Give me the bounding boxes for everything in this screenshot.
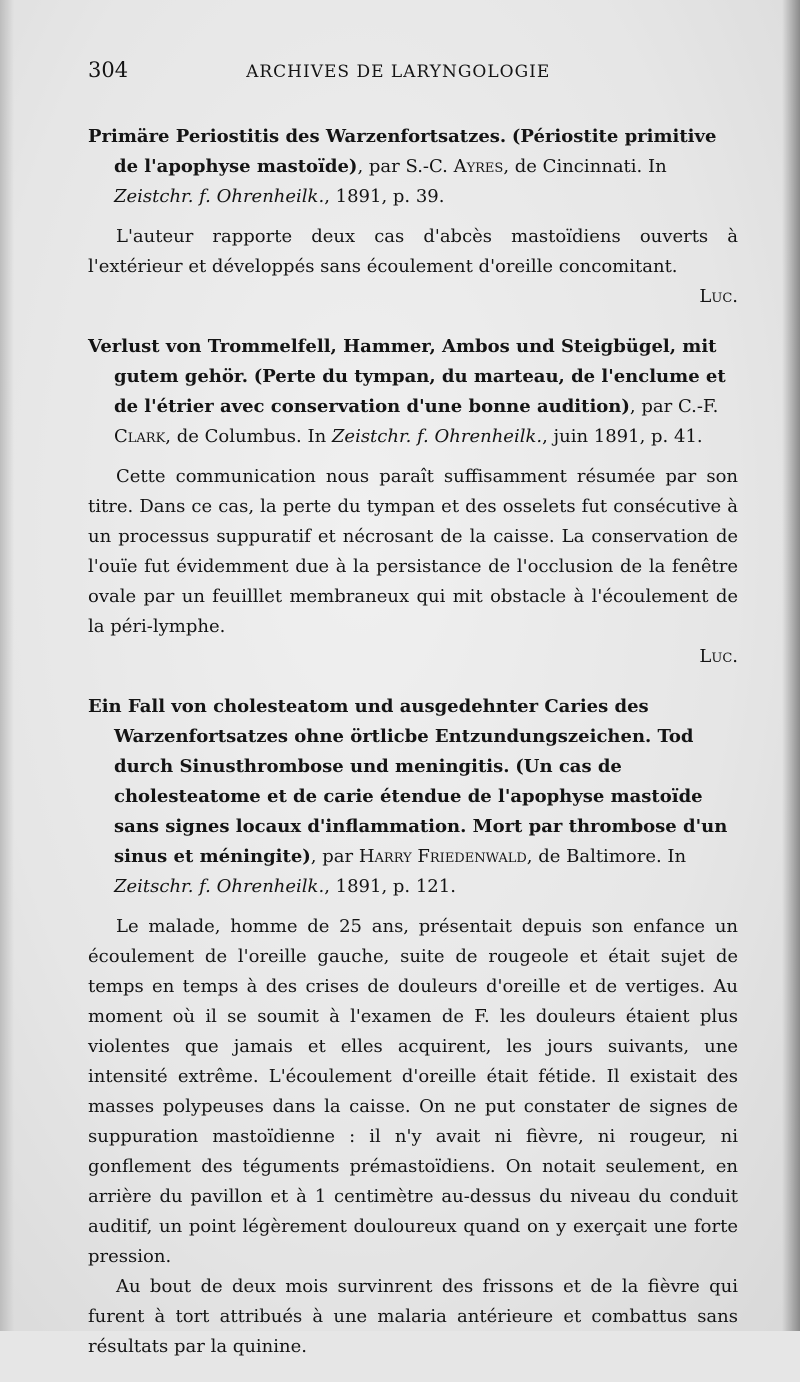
abstract-entry xyxy=(88,332,738,672)
page-body xyxy=(88,122,738,1382)
title-german: Verlust von Trommelfell, Hammer, Ambos und Steigbügel, mit gutem gehör. xyxy=(88,336,717,387)
body-paragraph: Au bout de deux mois survinrent des frissons et de la fièvre qui furent à tort attribués à une malaria antérieure et combattus sans résultats par la quinine. xyxy=(88,1276,738,1357)
title-french: (Perte du tympan, du marteau, de l'enclume et de l'étrier avec conservation d'une bonne audition) xyxy=(114,366,726,417)
bibliographic-reference xyxy=(88,332,738,452)
reviewer-signature: Luc. xyxy=(699,286,738,307)
page-number: 304 xyxy=(88,58,129,82)
journal-name: Zeistchr. f. Ohrenheilk. xyxy=(331,426,543,447)
author-name: C.-F. Clark xyxy=(114,396,719,447)
title-french: (Un cas de cholesteatome et de carie étendue de l'apophyse mastoïde sans signes locaux d'inflammation. Mort par thrombose d'un sinus et méningite) xyxy=(114,756,728,867)
author-place: , de Cincinnati. In xyxy=(503,156,667,177)
bibliographic-reference xyxy=(88,122,738,212)
by-text: , par xyxy=(629,396,673,417)
author-place: , de Baltimore. In xyxy=(526,846,687,867)
abstract-entry xyxy=(88,692,738,1362)
running-head: ARCHIVES DE LARYNGOLOGIE xyxy=(246,62,551,82)
citation-details: , juin 1891, p. 41. xyxy=(542,426,703,447)
journal-name: Zeistchr. f. Ohrenheilk. xyxy=(114,186,325,207)
author-place: , de Columbus. In xyxy=(165,426,327,447)
title-german: Primäre Periostitis des Warzenfortsatzes. xyxy=(88,126,507,147)
author-name: S.-C. Ayres xyxy=(405,156,504,177)
body-paragraph: Le malade, homme de 25 ans, présentait depuis son enfance un écoulement de l'oreille gauche, suite de rougeole et était sujet de temps en temps à des crises de douleurs d'oreille et de vertiges. Au moment où il se soumit à l'examen de F. les douleurs étaient plus violentes que jamais et elles acquirent, les jours suivants, une intensité extrême. L'écoulement d'oreille était fétide. Il existait des masses polypeuses dans la caisse. On ne put constater de signes de suppuration mastoïdienne : il n'y avait ni fièvre, ni rougeur, ni gonflement des téguments prémastoïdiens. On notait seulement, en arrière du pavillon et à 1 centimètre au-dessus du niveau du conduit auditif, un point légèrement douloureux quand on y exerçait une forte pression. xyxy=(88,916,738,1267)
summary-paragraph: Cette communication nous paraît suffisamment résumée par son titre. Dans ce cas, la perte du tympan et des osselets fut consécutive à un processus suppuratif et nécrosant de la caisse. La conservation de l'ouïe fut évidemment due à la persistance de l'occlusion de la fenêtre ovale par un feuilllet membraneux qui mit obstacle à l'écoulement de la péri-lymphe. xyxy=(88,466,738,637)
by-text: , par xyxy=(357,156,400,177)
bibliographic-reference xyxy=(88,692,738,902)
citation-details: , 1891, p. 121. xyxy=(324,876,456,897)
citation-details: , 1891, p. 39. xyxy=(324,186,445,207)
reviewer-signature: Luc. xyxy=(699,646,738,667)
abstract-entry xyxy=(88,122,738,312)
by-text: , par xyxy=(310,846,354,867)
journal-name: Zeitschr. f. Ohrenheilk. xyxy=(114,876,325,897)
author-name: Harry Friedenwald xyxy=(358,846,527,867)
summary-paragraph: L'auteur rapporte deux cas d'abcès mastoïdiens ouverts à l'extérieur et développés sans écoulement d'oreille concomitant. xyxy=(88,226,738,277)
title-german: Ein Fall von cholesteatom und ausgedehnter Caries des Warzenfortsatzes ohne örtlicbe Entzundungszeichen. Tod durch Sinusthrombose und meningitis. xyxy=(88,696,694,777)
title-french: (Périostite primitive de l'apophyse mastoïde) xyxy=(114,126,717,177)
page-header xyxy=(88,58,705,82)
